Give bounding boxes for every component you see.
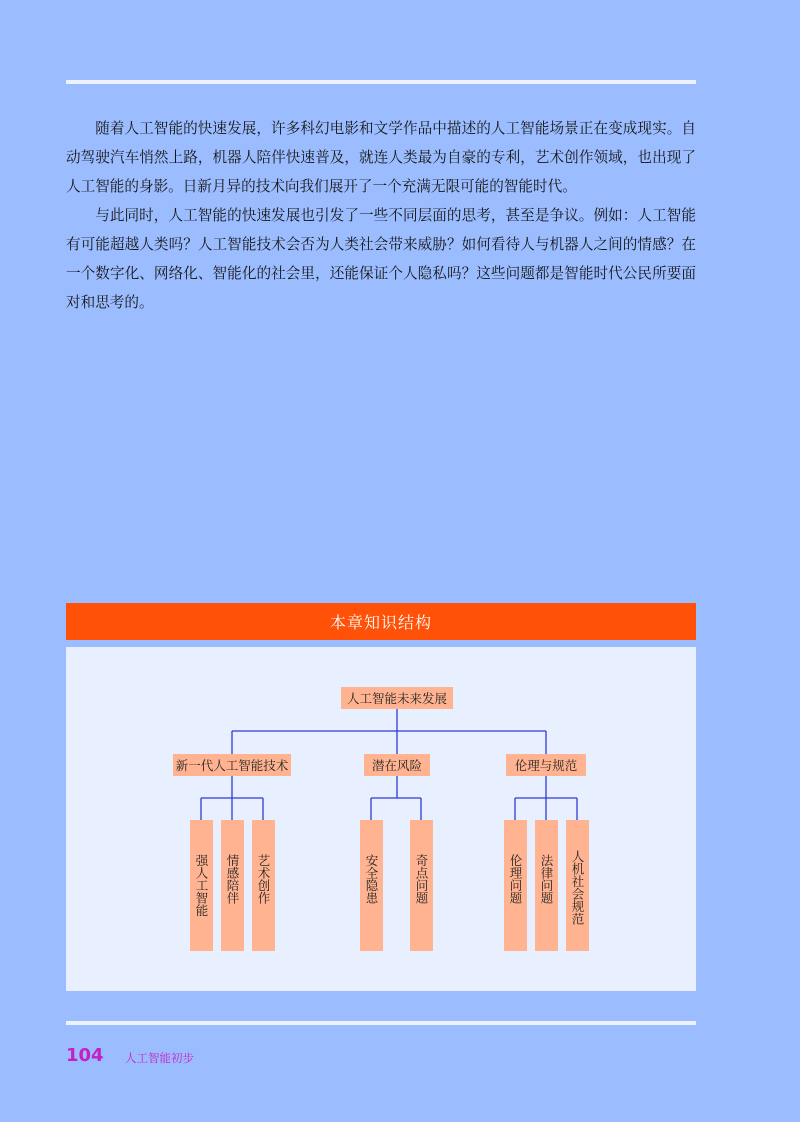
leaf-label: 奇点问题: [414, 854, 429, 904]
bottom-rule: [66, 1021, 696, 1025]
leaf-label: 情感陪伴: [225, 854, 240, 904]
leaf-node: [190, 820, 213, 951]
leaf-node: [360, 820, 383, 951]
leaf-label: 法律问题: [539, 854, 554, 904]
paragraph-1: 随着人工智能的快速发展，许多科幻电影和文学作品中描述的人工智能场景正在变成现实。自动驾驶汽车悄然上路，机器人陪伴快速普及，就连人类最为自豪的专利，艺术创作领域，也出现了人工智能的身影。日新月异的技术向我们展开了一个充满无限可能的智能时代。: [66, 120, 696, 195]
leaf-node: [252, 820, 275, 951]
leaf-label: 安全隐患: [364, 854, 379, 904]
running-title: 人工智能初步: [125, 1051, 194, 1065]
branch-node-label: 伦理与规范: [514, 758, 578, 773]
body-text: [66, 114, 696, 317]
branch-node-ethics: [506, 754, 586, 776]
branch-node-tech: [173, 754, 291, 776]
leaf-node: [566, 820, 589, 951]
root-node: [341, 687, 453, 709]
branch-node-risk: [364, 754, 430, 776]
section-title: 本章知识结构: [329, 613, 432, 632]
leaf-label: 人机社会规范: [570, 850, 585, 925]
leaf-node: [221, 820, 244, 951]
branch-node-label: 潜在风险: [371, 758, 422, 773]
leaf-node: [535, 820, 558, 951]
leaf-node: [504, 820, 527, 951]
section-banner: [66, 603, 696, 640]
knowledge-structure-diagram: [66, 647, 696, 991]
leaf-label: 艺术创作: [256, 854, 271, 904]
page-number: 104: [66, 1045, 104, 1066]
branch-node-label: 新一代人工智能技术: [175, 758, 289, 773]
leaf-label: 强人工智能: [194, 854, 209, 917]
top-rule: [66, 80, 696, 84]
leaf-label: 伦理问题: [508, 854, 523, 904]
paragraph-2: 与此同时，人工智能的快速发展也引发了一些不同层面的思考，甚至是争议。例如：人工智能有可能超越人类吗？人工智能技术会否为人类社会带来威胁？如何看待人与机器人之间的情感？在一个数字化、网络化、智能化的社会里，还能保证个人隐私吗？这些问题都是智能时代公民所要面对和思考的。: [66, 207, 696, 311]
leaf-node: [410, 820, 433, 951]
root-node-label: 人工智能未来发展: [346, 691, 447, 706]
